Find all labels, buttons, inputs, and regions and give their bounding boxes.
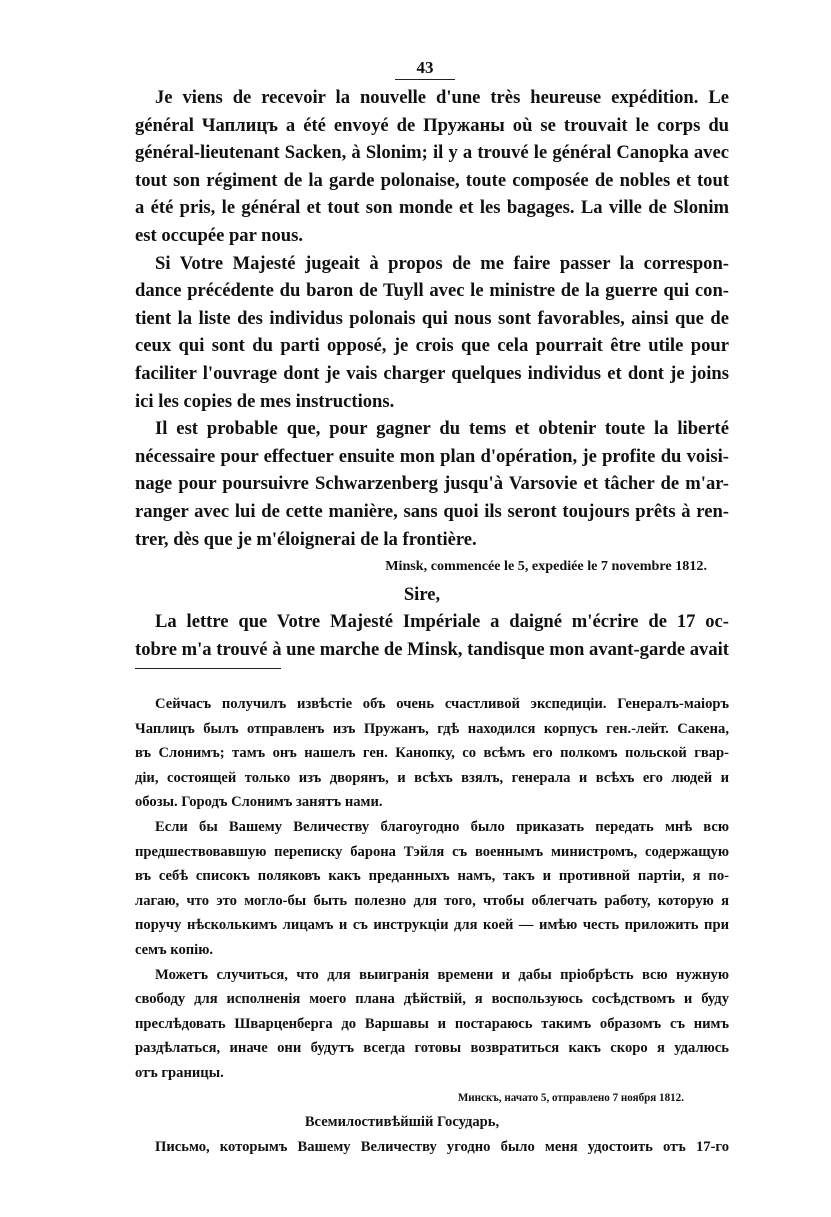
text-line: семъ копію. <box>135 941 214 958</box>
text-line: діи, состоящей только изъ дворянъ, и всѣхъ взялъ, генерала и всѣхъ его людей и <box>135 769 729 786</box>
text-line: Можетъ случиться, что для выигранія времени и дабы пріобрѣсть всю нужную <box>155 966 729 983</box>
text-line: Сейчасъ получилъ извѣстіе объ очень счастливой экспедиціи. Генералъ-маіоръ <box>155 696 729 712</box>
text-line: tout son régiment de la garde polonaise, toute composée de nobles et tout <box>135 169 729 191</box>
text-line: général Чаплицъ a été envoyé de Пружаны où se trouvait le corps du <box>135 114 729 136</box>
text-line: Письмо, которымъ Вашему Величеству угодно было меня удостоить отъ 17-го <box>155 1138 729 1155</box>
french-text <box>135 84 729 663</box>
dateline: Минскъ, начато 5, отправлено 7 ноября 1812. <box>457 1091 684 1104</box>
text-line: dance précédente du baron de Tuyll avec le ministre de la guerre qui con- <box>135 280 729 302</box>
text-line: a été pris, le général et tout son monde et les bagages. La ville de Slonim <box>135 197 729 219</box>
text-line: Si Votre Majesté jugeait à propos de me faire passer la correspon- <box>155 252 729 274</box>
text-line: въ Слонимъ; тамъ онъ нашелъ ген. Канопку, со всѣмъ его полкомъ польской гвар- <box>135 745 729 762</box>
text-line: ici les copies de mes instructions. <box>135 390 395 412</box>
text-line: ranger avec lui de cette manière, sans quoi ils seront toujours prêts à ren- <box>135 500 729 522</box>
text-line: nécessaire pour effectuer ensuite mon plan d'opération, je profite du voisi- <box>135 445 729 467</box>
salutation: Sire, <box>403 583 441 605</box>
text-line: ceux qui sont du parti opposé, je crois que cela pourrait être utile pour <box>135 335 729 357</box>
russian-translation <box>135 692 729 1159</box>
text-line: обозы. Городъ Слонимъ занятъ нами. <box>135 794 383 811</box>
text-line: раздѣлаться, иначе они будутъ всегда готовы возвратиться какъ скоро я удалюсь <box>135 1040 729 1057</box>
text-line: свободу для исполненія моего плана дѣйствій, я воспользуюсь сосѣдствомъ и буду <box>135 991 729 1008</box>
text-line: est occupée par nous. <box>135 224 304 246</box>
text-line: tobre m'a trouvé à une marche de Minsk, tandisque mon avant-garde avait <box>135 638 729 660</box>
footnote-divider <box>135 668 281 669</box>
text-line: отъ границы. <box>135 1064 224 1081</box>
text-line: faciliter l'ouvrage dont je vais charger quelques individus et dont je joins <box>135 362 729 384</box>
text-line: Чаплицъ былъ отправленъ изъ Пружанъ, гдѣ находился корпусъ ген.-лейт. Сакена, <box>135 720 729 737</box>
text-line: Если бы Вашему Величеству благоугодно было приказать передать мнѣ всю <box>155 818 729 835</box>
text-line: Je viens de recevoir la nouvelle d'une très heureuse expédition. Le <box>155 87 729 108</box>
text-line: поручу нѣсколькимъ лицамъ и съ инструкціи для коей — имѣю честь приложить при <box>135 917 729 934</box>
text-line: въ себѣ списокъ поляковъ какъ преданныхъ намъ, такъ и противной партіи, я по- <box>135 868 729 885</box>
page-number: 43 <box>395 58 455 80</box>
text-line: предшествовавшую переписку барона Тэйля съ военнымъ министромъ, содержащую <box>135 843 729 860</box>
text-line: général-lieutenant Sacken, à Slonim; il y a trouvé le général Canopka avec <box>135 142 729 164</box>
text-line: nage pour poursuivre Schwarzenberg jusqu'à Varsovie et tâcher de m'ar- <box>135 473 729 495</box>
salutation: Всемилостивѣйшій Государь, <box>304 1114 500 1131</box>
text-line: Il est probable que, pour gagner du tems et obtenir toute la liberté <box>155 418 729 440</box>
text-line: trer, dès que je m'éloignerai de la frontière. <box>135 528 477 550</box>
text-line: La lettre que Votre Majesté Impériale a daigné m'écrire de 17 oc- <box>155 611 729 633</box>
text-line: преслѣдовать Шварценберга до Варшавы и постараюсь такимъ образомъ съ нимъ <box>135 1015 729 1032</box>
text-line: лагаю, что это могло-бы быть полезно для того, чтобы облегчать работу, которую я <box>135 892 729 909</box>
text-line: tient la liste des individus polonais qui nous sont favorables, ainsi que de <box>135 307 729 329</box>
dateline: Minsk, commencée le 5, expediée le 7 novembre 1812. <box>385 558 707 575</box>
